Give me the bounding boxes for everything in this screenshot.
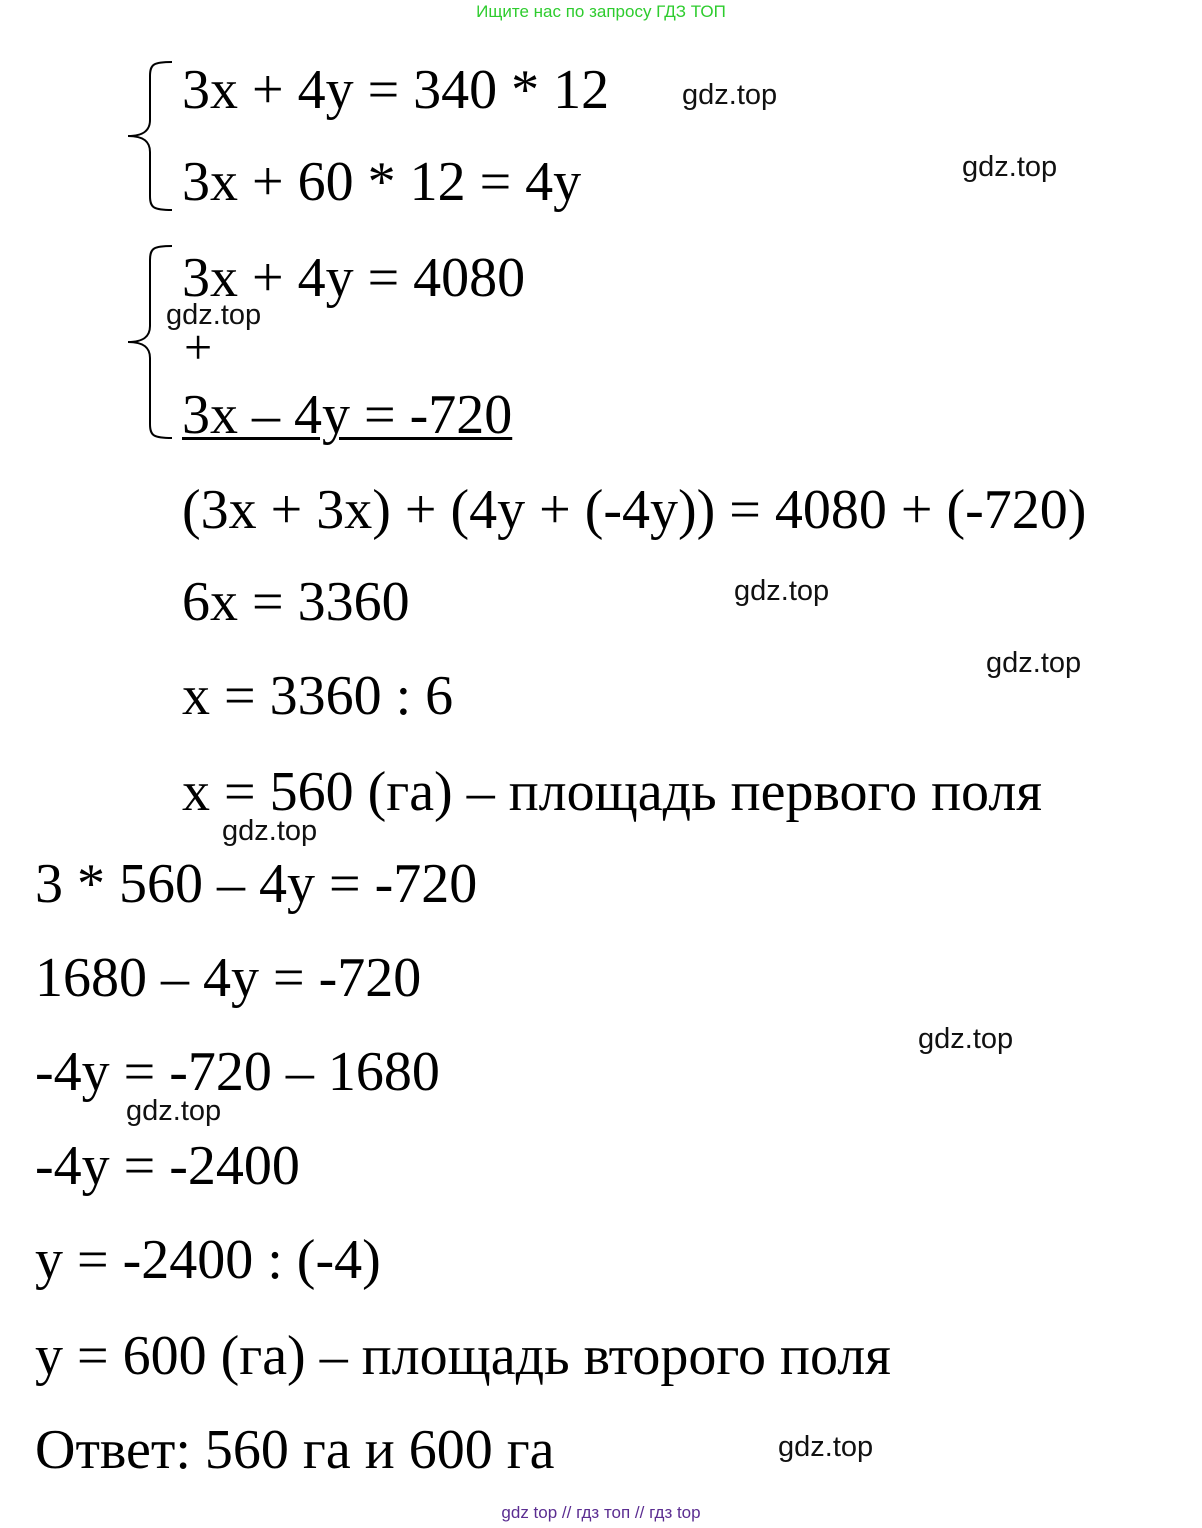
watermark: gdz.top xyxy=(682,79,778,111)
step-y-result: y = 600 (га) – площадь второго поля xyxy=(35,1325,891,1387)
watermark: gdz.top xyxy=(126,1095,222,1127)
footer-links: gdz top // гдз топ // гдз top xyxy=(501,1503,701,1522)
step-substitute-x: 3 * 560 – 4y = -720 xyxy=(35,853,478,915)
step-x-division: x = 3360 : 6 xyxy=(182,665,454,727)
watermark: gdz.top xyxy=(166,299,262,331)
step-1680: 1680 – 4y = -720 xyxy=(35,947,422,1009)
step-move-term: -4y = -720 – 1680 xyxy=(35,1041,440,1103)
system2-equation-1: 3x + 4y = 4080 xyxy=(182,247,526,309)
step-6x: 6x = 3360 xyxy=(182,571,410,633)
site-banner: Ищите нас по запросу ГДЗ ТОП xyxy=(476,2,726,21)
step-minus-4y: -4y = -2400 xyxy=(35,1135,300,1197)
system1-equation-1: 3x + 4y = 340 * 12 xyxy=(182,59,610,121)
watermark: gdz.top xyxy=(222,815,318,847)
step-x-result: x = 560 (га) – площадь первого поля xyxy=(182,761,1043,823)
brace-system-1 xyxy=(124,60,176,212)
step-y-division: y = -2400 : (-4) xyxy=(35,1229,381,1291)
system1-equation-2: 3x + 60 * 12 = 4y xyxy=(182,151,582,213)
watermark: gdz.top xyxy=(962,151,1058,183)
watermark: gdz.top xyxy=(986,647,1082,679)
watermark: gdz.top xyxy=(734,575,830,607)
answer: Ответ: 560 га и 600 га xyxy=(35,1419,555,1481)
watermark: gdz.top xyxy=(778,1431,874,1463)
step-sum-equations: (3x + 3x) + (4y + (-4y)) = 4080 + (-720) xyxy=(182,479,1087,541)
watermark: gdz.top xyxy=(918,1023,1014,1055)
system2-equation-2: 3x – 4y = -720 xyxy=(182,384,513,446)
addition-operator: + xyxy=(184,319,213,375)
brace-system-2 xyxy=(124,244,176,440)
